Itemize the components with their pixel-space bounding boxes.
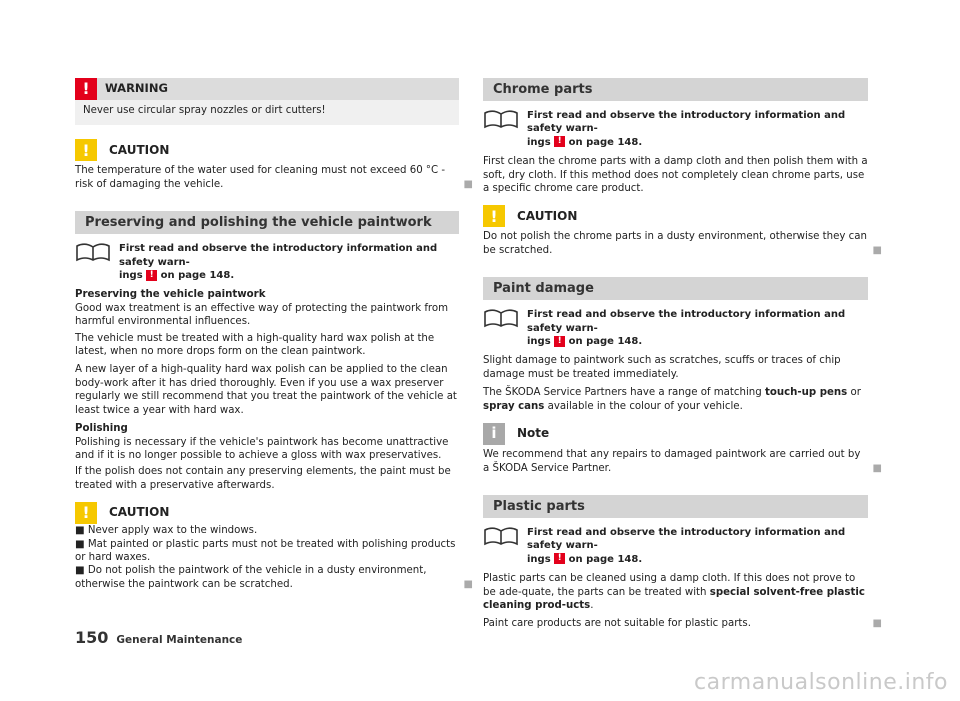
section-heading: Chrome parts xyxy=(483,78,868,101)
note-title: Note xyxy=(517,426,550,441)
paragraph: The ŠKODA Service Partners have a range of matching touch-up pens or spray cans available in the colour of your vehicle. xyxy=(483,387,861,412)
watermark: carmanualsonline.info xyxy=(694,670,948,695)
read-first-note: First read and observe the introductory information and safety warn- ings ! on page 148. xyxy=(483,308,868,348)
open-book-icon xyxy=(483,308,519,328)
end-mark: ■ xyxy=(463,578,473,590)
note-text: We recommend that any repairs to damaged paintwork are carried out by a ŠKODA Service Partner. ■ xyxy=(483,449,882,474)
page-number: 150 xyxy=(75,628,109,647)
section-heading: Preserving and polishing the vehicle paintwork xyxy=(75,211,459,234)
read-first-note: First read and observe the introductory information and safety warn- ings ! on page 148. xyxy=(483,526,868,566)
paragraph: Plastic parts can be cleaned using a damp cloth. If this does not prove to be ade-quate, the parts can be treated with special solvent-free plastic cleaning prod-ucts. xyxy=(483,573,865,611)
left-column: ! WARNING Never use circular spray nozzles or dirt cutters! ! CAUTION The temperature of the water used for cleaning must not exceed 60 °C - risk of damaging the vehicle. ■ Preserving and polishing the vehicle paintwork First read and observe the introductory information and safety warn- ings ! on page 148. Preserving the vehicle paintwork Good wax treatment is an effective way of protecting the paintwork from harmful environmental influences. The vehicle must be treated with a high-quality hard wax polish at the latest, when no more drops form on the clean paintwork. A new layer of a high-quality hard wax polish can be applied to the clean body-work after it has dried thoroughly. Even if you use a wax preserver regularly we still recommend that you treat the paintwork of the vehicle at least twice a year with hard wax. Polishing Polishing is necessary if the vehicle's paintwork has become unattractive and if it is no longer possible to achieve a gloss with wax preservatives. If the polish does not contain any preserving elements, the paint must be treated with a preservative afterwards. ! CAUTION ■ Never apply wax to the windows. ■ Mat painted or plastic parts must not be treated with polishing products or hard waxes. ■ Do not polish the paintwork of the vehicle in a dusty environment, otherwise the paintwork can be scratched. ■ xyxy=(75,79,473,590)
end-mark: ■ xyxy=(872,618,882,630)
info-icon: i xyxy=(483,423,505,445)
section-heading: Plastic parts xyxy=(483,495,868,518)
subheading: Preserving the vehicle paintwork xyxy=(75,289,266,301)
end-mark: ■ xyxy=(463,178,473,190)
bullet-item: ■ Do not polish the paintwork of the vehicle in a dusty environment, otherwise the paintwork can be scratched. ■ xyxy=(75,565,473,590)
warning-icon-inline: ! xyxy=(146,270,157,281)
warning-icon-inline: ! xyxy=(554,336,565,347)
paragraph: If the polish does not contain any preserving elements, the paint must be treated with a preservative afterwards. xyxy=(75,466,451,491)
warning-title: WARNING xyxy=(105,81,168,96)
warning-text: Never use circular spray nozzles or dirt cutters! xyxy=(83,105,326,116)
caution-header xyxy=(75,502,459,524)
warning-body xyxy=(75,100,459,125)
paragraph: Slight damage to paintwork such as scratches, scuffs or traces of chip damage must be treated immediately. xyxy=(483,355,841,380)
page-link[interactable]: on page 148. xyxy=(568,553,643,565)
caution-title: CAUTION xyxy=(109,505,170,520)
paragraph: A new layer of a high-quality hard wax polish can be applied to the clean body-work after it has dried thoroughly. Even if you use a wax preserver regularly we still recommend that you treat the paintwork of the vehicle at least twice a year with hard wax. xyxy=(75,364,457,416)
section-heading: Paint damage xyxy=(483,277,868,300)
bullet-item: ■ Never apply wax to the windows. xyxy=(75,525,258,537)
subheading: Polishing xyxy=(75,423,128,435)
paragraph: First clean the chrome parts with a damp cloth and then polish them with a soft, dry cloth. If this method does not completely clean chrome parts, use a specific chrome care product. xyxy=(483,156,868,195)
caution-title: CAUTION xyxy=(517,208,578,223)
warning-header xyxy=(75,78,459,100)
page-link[interactable]: on page 148. xyxy=(568,136,643,148)
chapter-title: General Maintenance xyxy=(116,634,243,646)
open-book-icon xyxy=(75,242,111,262)
paragraph: The vehicle must be treated with a high-quality hard wax polish at the latest, when no more drops form on the clean paintwork. xyxy=(75,332,435,358)
end-mark: ■ xyxy=(872,244,882,256)
caution-icon: ! xyxy=(483,205,505,227)
read-first-note: First read and observe the introductory information and safety warn- ings ! on page 148. xyxy=(75,242,459,282)
end-mark: ■ xyxy=(872,462,882,474)
paragraph: Paint care products are not suitable for plastic parts. ■ xyxy=(483,618,882,630)
open-book-icon xyxy=(483,526,519,546)
page-footer xyxy=(75,628,242,647)
note-header xyxy=(483,423,868,445)
read-first-note: First read and observe the introductory information and safety warn- ings ! on page 148. xyxy=(483,109,868,149)
bullet-item: ■ Mat painted or plastic parts must not be treated with polishing products or hard waxes. xyxy=(75,538,456,563)
caution-icon: ! xyxy=(75,139,97,161)
caution-header xyxy=(483,205,868,227)
warning-icon-inline: ! xyxy=(554,553,565,564)
warning-icon-inline: ! xyxy=(554,136,565,147)
caution-header xyxy=(75,139,459,161)
exclamation-icon: ! xyxy=(75,78,97,100)
right-column xyxy=(483,78,882,636)
page-link[interactable]: on page 148. xyxy=(160,270,235,282)
caution-icon: ! xyxy=(75,502,97,524)
open-book-icon xyxy=(483,109,519,129)
caution-text: Do not polish the chrome parts in a dusty environment, otherwise they can be scratched. ■ xyxy=(483,231,882,256)
page-link[interactable]: on page 148. xyxy=(568,336,643,348)
caution-title: CAUTION xyxy=(109,142,170,157)
caution-text: The temperature of the water used for cleaning must not exceed 60 °C - risk of damaging the vehicle. ■ xyxy=(75,165,473,190)
